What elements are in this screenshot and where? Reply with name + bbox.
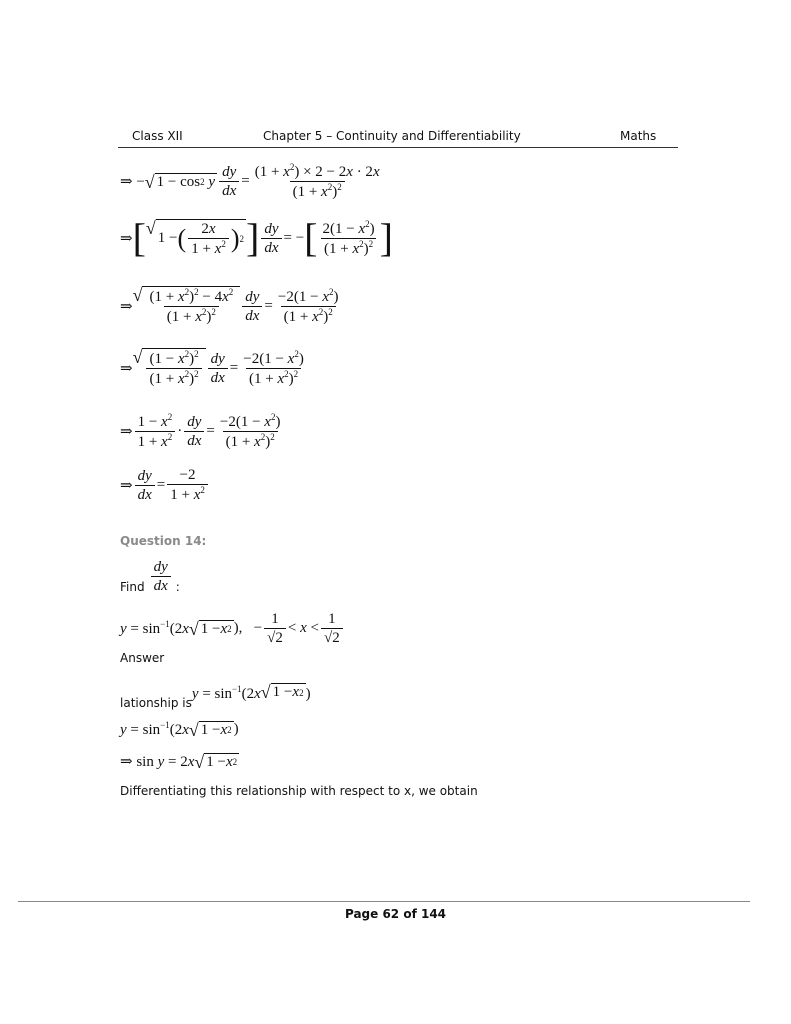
equation-6: ⇒ $\frac{dy}{dx}$ = $\frac{-2}{1 + x^2}$ — [120, 466, 210, 504]
page-number: Page 62 of 144 — [344, 907, 447, 921]
step-2: ⇒ sin y = 2x √ 1 − x 2 — [120, 751, 238, 772]
equation-2: ⇒ [ √ 1 − ( $\frac{2x}{1 + x^2}$ ) 2 ] $\frac{dy}{dx}$ = − [ $\frac{2(1 - x^2)}{(1 + x^2)^2}$ ] — [120, 215, 393, 260]
find-derivative: $\frac{dy}{dx}$ — [151, 558, 171, 595]
closing-text: Differentiating this relationship with respect to x, we obtain — [120, 784, 478, 798]
step-1: $y = \sin^{-1}(2x$ √ 1 − x 2 ) — [120, 719, 239, 740]
find-line: Find $\frac{dy}{dx}$ : — [120, 559, 180, 594]
answer-label: Answer — [120, 651, 165, 665]
header-class: Class XII — [132, 129, 183, 143]
page-header — [118, 129, 678, 148]
equation-5: ⇒ $\frac{1 - x^2}{1 + x^2}$ · $\frac{dy}{dx}$ = $\frac{-2(1 - x^2)}{(1 + x^2)^2}$ — [120, 412, 281, 450]
question-heading: Question 14: — [120, 534, 207, 548]
header-subject: Maths — [620, 129, 657, 143]
find-label: Find — [120, 579, 145, 594]
footer-divider — [18, 901, 750, 902]
relationship-text: lationship is — [120, 696, 192, 710]
header-chapter: Chapter 5 – Continuity and Differentiability — [263, 129, 521, 143]
equation-3: ⇒ √ $\frac{(1 + x^2)^2 - 4x^2}{(1 + x^2)^2}$ $\frac{dy}{dx}$ = $\frac{-2(1 - x^2)}{(1 + x^2)^2}$ — [120, 285, 339, 325]
problem-expression: $y = \sin^{-1}(2x$ √ 1 − x 2 ), − $\frac{1}{√2}$ < x < $\frac{1}{√2}$ — [120, 610, 345, 647]
equation-4: ⇒ √ $\frac{(1 - x^2)^2}{(1 + x^2)^2}$ $\frac{dy}{dx}$ = $\frac{-2(1 - x^2)}{(1 + x^2)^2}$ — [120, 347, 304, 387]
relationship-line: lationship is $y = \sin^{-1}(2x$ √ 1 − x 2 ) — [120, 682, 311, 710]
equation-1: ⇒ − √ 1 − cos 2 y $\frac{dy}{dx}$ = $\frac{(1 + x^2) \times 2 - 2x \cdot 2x}{(1 + x^2)^2}$ — [120, 162, 380, 200]
